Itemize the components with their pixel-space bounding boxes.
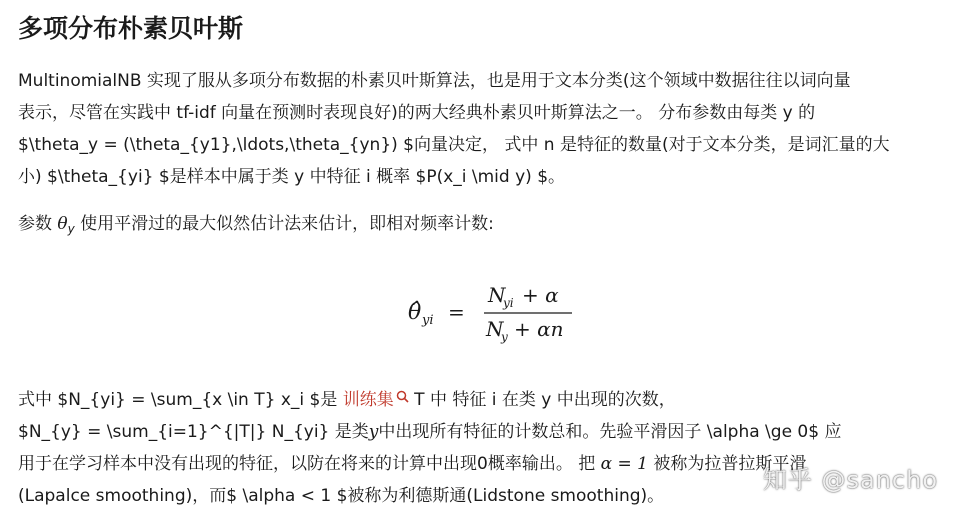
details-line-2-prefix: $N_{y} = \sum_{i=1}^{|T|} N_{yi} (18, 422, 335, 442)
estimation-line (18, 208, 494, 240)
watermark: 知乎 @sancho (762, 466, 938, 494)
paragraph-estimation (18, 208, 494, 240)
search-icon (396, 390, 409, 403)
details-line-2-y: y (368, 422, 379, 442)
paragraph-details (18, 384, 841, 512)
paragraph-intro (18, 65, 890, 193)
formula-denominator-subscript: y (501, 330, 508, 344)
alpha-equals-one: α = 1 (600, 454, 648, 474)
details-line-3-prefix: 用于在学习样本中没有出现的特征，以防在将来的计算中出现0概率输出。 把 (18, 454, 601, 474)
details-line-2-suffix: \alpha \ge 0$ 应 (701, 422, 842, 442)
page-title: 多项分布朴素贝叶斯 (18, 14, 244, 43)
formula-denominator-n: N (486, 317, 504, 341)
training-set-link-label: 训练集 (342, 390, 394, 410)
intro-line-4: 小) $\theta_{yi} $是样本中属于类 y 中特征 i 概率 $P(x_i \mid y) $。 (18, 167, 566, 187)
formula-numerator-n: N (488, 283, 506, 307)
formula-theta-hat: θ̂ (408, 300, 422, 325)
training-set-link[interactable] (343, 390, 409, 410)
details-line-2-serif-a: 是类 (334, 422, 369, 442)
formula-numerator-subscript: yi (503, 296, 514, 310)
formula-equals: = (448, 300, 465, 324)
intro-line-3: $\theta_y = (\theta_{y1},\ldots,\theta_{yn}) $向量决定， 式中 n 是特征的数量(对于文本分类，是词汇量的大 (18, 135, 890, 155)
details-line-1-prefix: 式中 $N_{yi} = \sum_{x \in T} x_i $是 (18, 390, 343, 410)
estimation-suffix: 使用平滑过的最大似然估计法来估计，即相对频率计数: (74, 214, 494, 234)
intro-line-2: 表示，尽管在实践中 tf-idf 向量在预测时表现良好)的两大经典朴素贝叶斯算法之一。 分布参数由每类 y 的 (18, 103, 816, 123)
formula-theta-subscript: yi (422, 313, 434, 328)
details-line-3 (18, 448, 841, 480)
details-line-3-suffix: 被称为拉普拉斯平滑 (647, 454, 807, 474)
intro-line-1: MultinomialNB 实现了服从多项分布数据的朴素贝叶斯算法，也是用于文本分类(这个领域中数据往往以词向量 (18, 71, 851, 91)
details-line-1-suffix: T 中 特征 i 在类 y 中出现的次数， (408, 390, 676, 410)
details-line-1 (18, 384, 841, 416)
details-line-2-serif-b: 中出现所有特征的计数总和。先验平滑因子 (378, 422, 702, 442)
theta-subscript: y (67, 222, 75, 236)
formula-denominator-rest: + αn (514, 317, 564, 341)
details-line-2 (18, 416, 841, 448)
theta-symbol: θ (57, 214, 68, 234)
estimation-prefix: 参数 (18, 214, 58, 234)
details-line-4: (Lapalce smoothing)，而$ \alpha < 1 $被称为利德斯通(Lidstone smoothing)。 (18, 486, 665, 506)
formula-numerator-rest: + α (522, 283, 559, 307)
smoothed-estimate-formula (406, 278, 576, 348)
